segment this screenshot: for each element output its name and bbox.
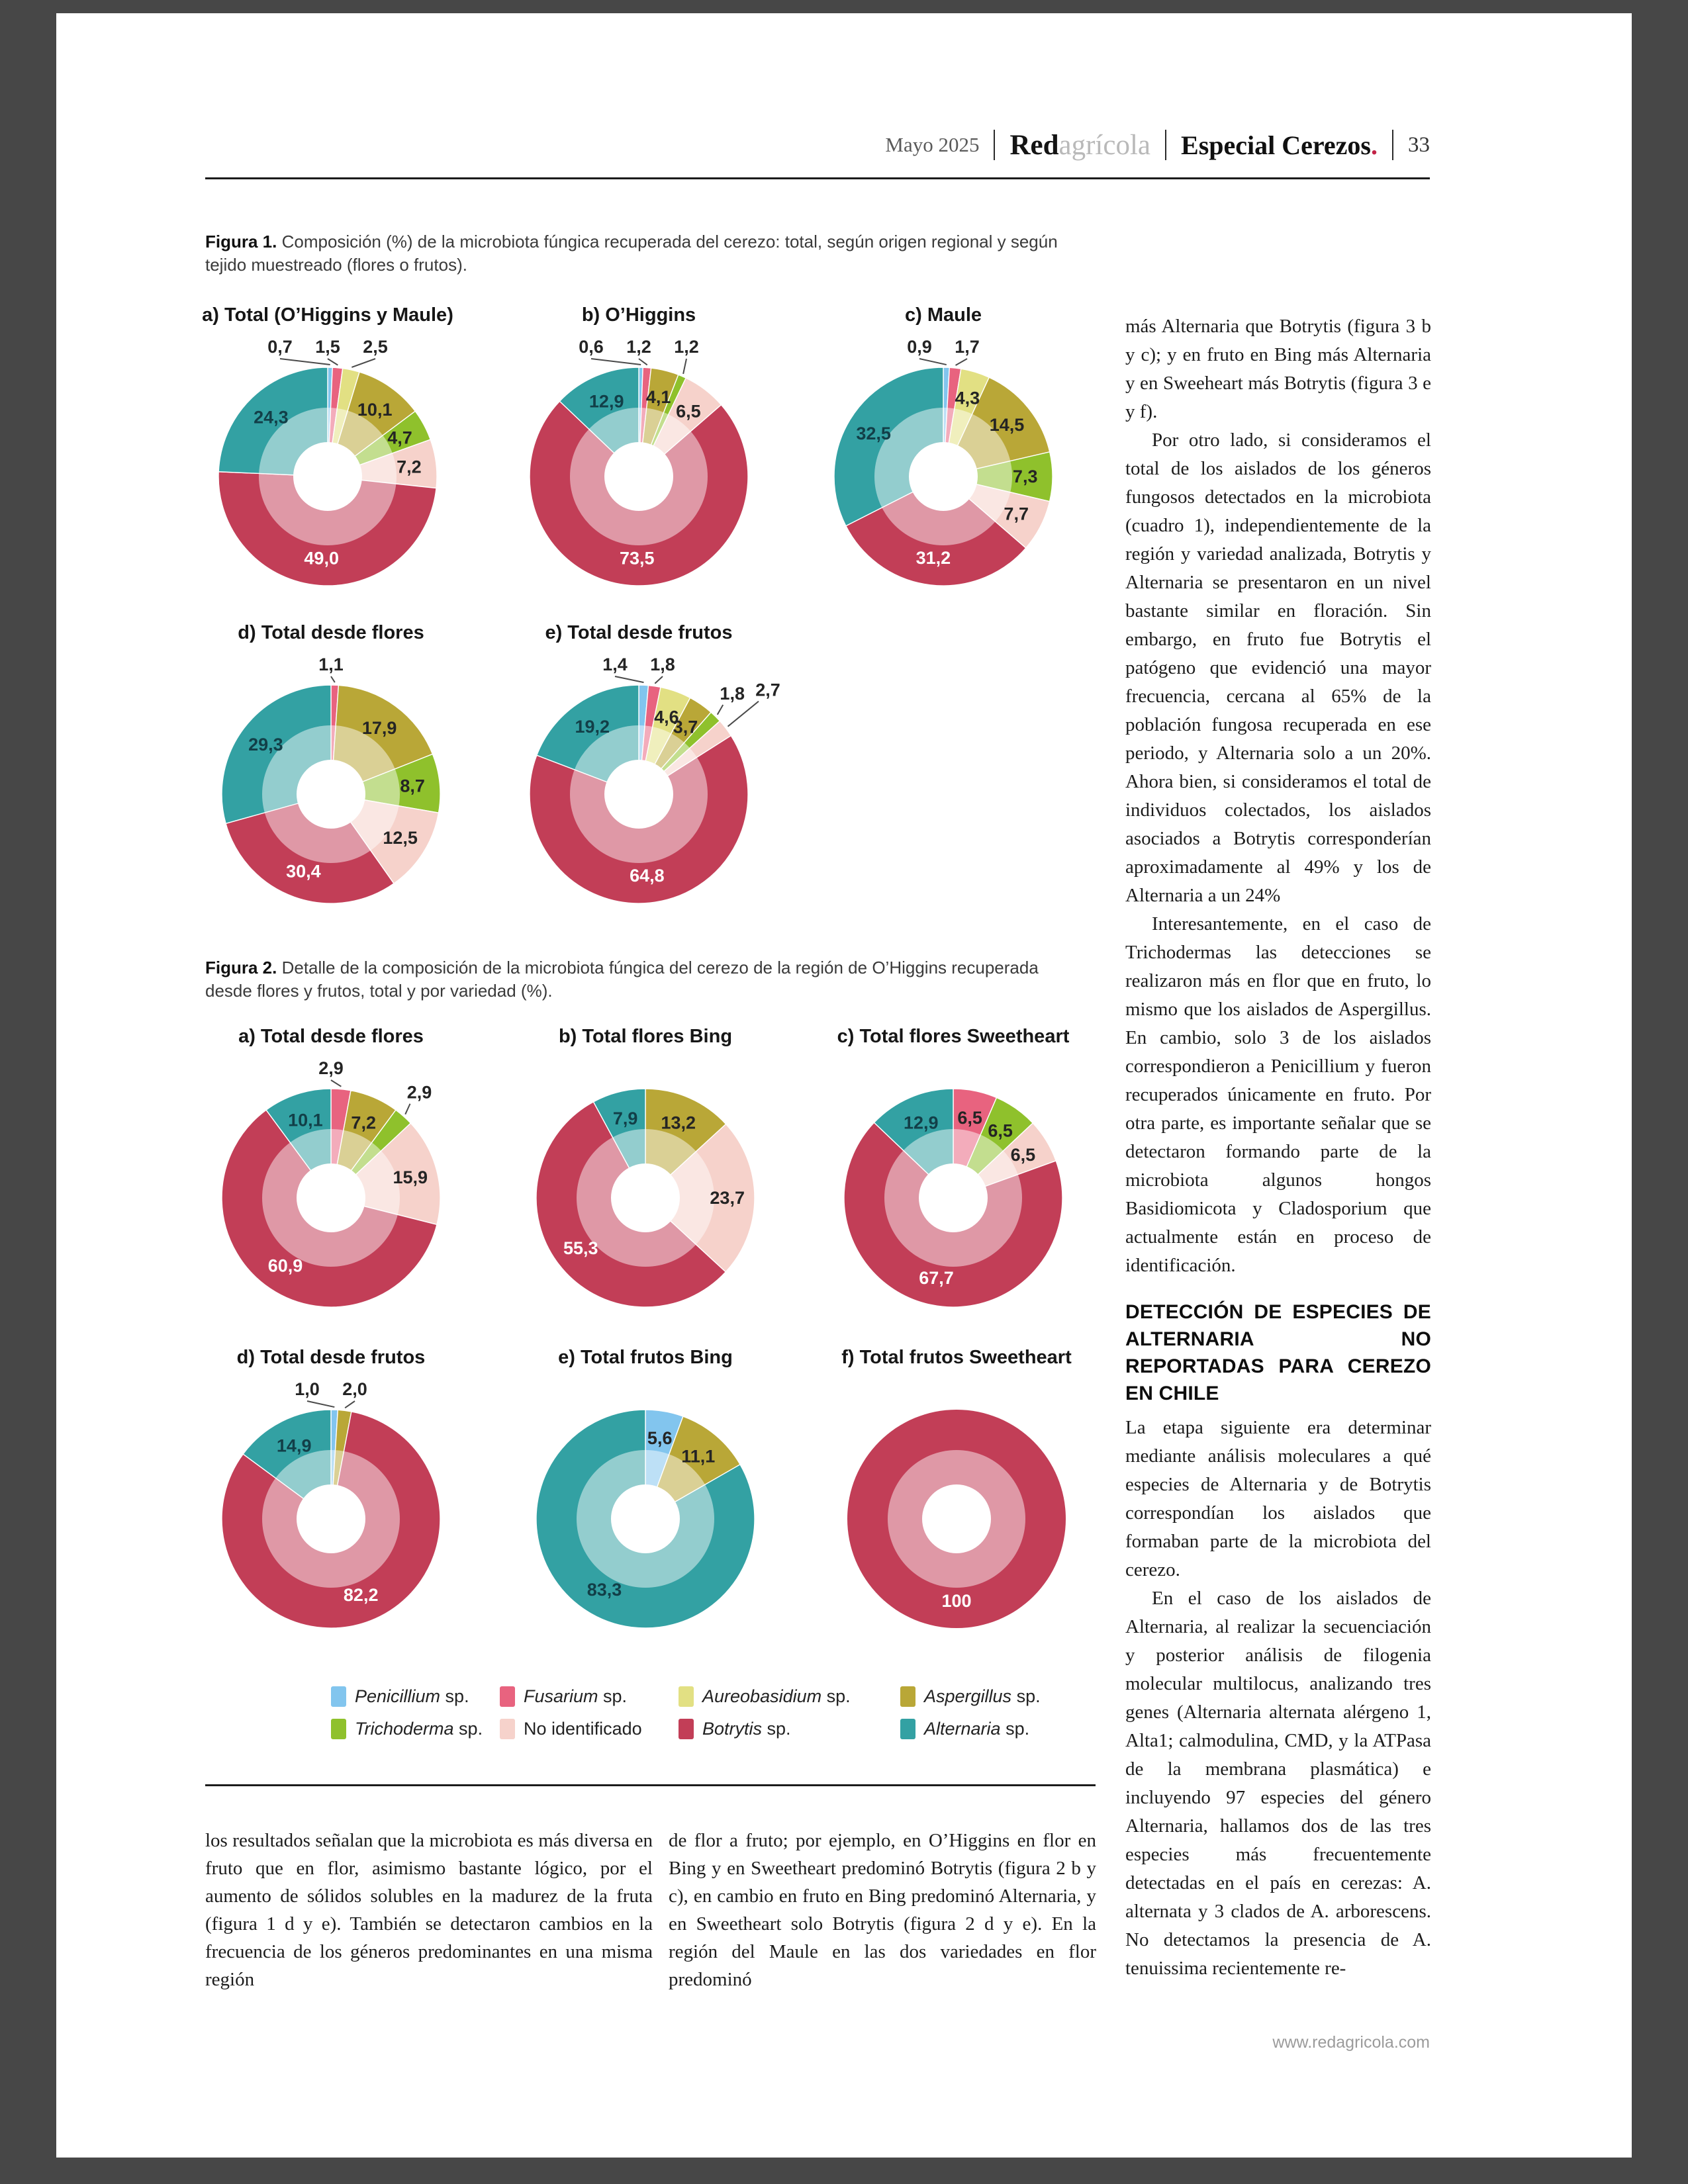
donut-chart-svg	[804, 1375, 1109, 1659]
chart-title: c) Maule	[904, 304, 982, 326]
chart-legend	[331, 1686, 1086, 1739]
label-leader-line	[919, 359, 947, 365]
legend-item-aureobasidium	[679, 1686, 900, 1707]
slice-value-label: 2,0	[342, 1379, 367, 1399]
figure2-chart-f2c	[801, 1026, 1105, 1337]
issue-date: Mayo 2025	[885, 133, 980, 156]
slice-value-label: 23,7	[710, 1188, 745, 1208]
chart-title: c) Total flores Sweetheart	[837, 1026, 1070, 1047]
article-paragraph: Por otro lado, si consideramos el total de los aislados de los géneros fungosos detectados en la microbiota (cuadro 1), independientemente de la región y variedad analizada, Botrytis y Alternaria se presentaron en un nivel bastante similar en floración. Sin embargo, en fruto fue Botrytis el patógeno que evidenció una mayor frecuencia, cercana al 65% de la población fungosa recuperada en ese periodo, y Alternaria solo a un 20%. Ahora bien, si consideramos el total de individuos colectados, los aislados asociados a Botrytis corresponderían aproximadamente al 49% y los de Alternaria a un 24%	[1125, 430, 1431, 906]
slice-value-label: 4,7	[387, 428, 412, 448]
slice-value-label: 12,5	[383, 828, 418, 848]
donut-chart-svg	[487, 650, 791, 934]
legend-swatch-icon	[331, 1686, 346, 1707]
chart-title: d) Total desde frutos	[236, 1347, 426, 1368]
header-rule	[205, 177, 1430, 179]
slice-value-label: 32,5	[856, 424, 891, 444]
donut-chart-svg	[493, 1054, 798, 1338]
legend-item-trichoderma	[331, 1719, 500, 1739]
figure1-caption-label: Figura 1.	[205, 232, 277, 251]
slice-value-label: 1,0	[295, 1379, 320, 1399]
figure1-chart-f1c	[791, 304, 1096, 615]
label-leader-line	[405, 1104, 410, 1115]
chart-title: f) Total frutos Sweetheart	[841, 1347, 1072, 1368]
legend-item-penicillium	[331, 1686, 500, 1707]
section-title	[1181, 130, 1378, 161]
donut-chart-svg	[791, 332, 1096, 617]
slice-value-label: 73,5	[620, 548, 655, 569]
figure1-chart-f1b	[487, 304, 791, 615]
slice-value-label: 1,8	[650, 655, 675, 674]
header-divider	[994, 130, 995, 160]
slice-value-label: 2,9	[406, 1082, 432, 1103]
slice-value-label: 7,2	[351, 1113, 376, 1133]
slice-value-label: 30,4	[286, 861, 321, 882]
slice-value-label: 15,9	[393, 1167, 428, 1187]
donut-chart-svg	[179, 1375, 483, 1659]
slice-value-label: 11,1	[681, 1446, 716, 1467]
donut-hole	[922, 1484, 991, 1553]
legend-swatch-icon	[331, 1719, 346, 1739]
slice-value-label: 24,3	[254, 407, 289, 428]
slice-value-label: 8,7	[400, 776, 425, 796]
legend-swatch-icon	[500, 1719, 515, 1739]
slice-value-label: 1,5	[315, 337, 340, 357]
legend-label: Penicillium sp.	[355, 1686, 469, 1706]
label-leader-line	[345, 1401, 355, 1408]
slice-value-label: 0,6	[579, 337, 604, 357]
slice-value-label: 49,0	[304, 548, 339, 569]
legend-label: No identificado	[524, 1719, 642, 1739]
figure1-caption-text: Composición (%) de la microbiota fúngica recuperada del cerezo: total, según origen regional y según tejido muestreado (flores o frutos).	[205, 232, 1058, 275]
section-dot: .	[1371, 130, 1378, 160]
donut-hole	[611, 1484, 680, 1553]
page-header	[205, 124, 1430, 165]
legend-item-alternaria	[900, 1719, 1086, 1739]
label-leader-line	[615, 676, 643, 682]
slice-value-label: 1,4	[602, 655, 628, 674]
donut-hole	[297, 1484, 365, 1553]
slice-value-label: 14,9	[276, 1435, 312, 1456]
slice-value-label: 64,8	[630, 866, 665, 886]
article-paragraph: La etapa siguiente era determinar mediante análisis moleculares a qué especies de Alternaria y de Botrytis correspondían los aislados que formaban parte de la microbiota del cerezo.	[1125, 1417, 1431, 1580]
legend-swatch-icon	[900, 1719, 915, 1739]
donut-hole	[293, 442, 362, 511]
label-leader-line	[307, 1401, 334, 1407]
label-leader-line	[718, 705, 723, 715]
legend-label: Trichoderma sp.	[355, 1719, 483, 1739]
slice-value-label: 4,3	[955, 388, 980, 408]
figure2-chart-f2b	[493, 1026, 798, 1337]
donut-chart-svg	[493, 1375, 798, 1659]
slice-value-label: 29,3	[248, 735, 283, 755]
article-paragraph: más Alternaria que Botrytis (figura 3 b y c); y en fruto en Bing más Alternaria y en Sweeheart más Botrytis (figura 3 e y f).	[1125, 316, 1431, 422]
slice-value-label: 2,7	[755, 680, 780, 700]
donut-chart-svg	[179, 1054, 483, 1338]
legend-label: Aspergillus sp.	[924, 1686, 1041, 1706]
slice-value-label: 6,5	[988, 1120, 1013, 1141]
slice-value-label: 0,9	[907, 337, 932, 357]
legend-label: Fusarium sp.	[524, 1686, 628, 1706]
bottom-rule	[205, 1784, 1096, 1786]
page-number: 33	[1408, 132, 1430, 157]
bottom-middle-column: de flor a fruto; por ejemplo, en O’Higgins en flor en Bing y en Sweetheart predominó Botrytis (figura 2 b y c), en cambio en fruto en Bing predominó Alternaria, y en Sweetheart solo Botrytis (figura 2 d y e). En la región del Maule en las dos variedades en flor predominó	[669, 1830, 1096, 1990]
slice-value-label: 2,9	[318, 1058, 344, 1078]
donut-chart-svg	[175, 332, 480, 617]
header-divider	[1392, 130, 1393, 160]
slice-value-label: 1,7	[955, 337, 980, 357]
slice-value-label: 4,1	[645, 387, 671, 407]
slice-value-label: 6,5	[676, 401, 701, 422]
donut-hole	[297, 1163, 365, 1232]
donut-hole	[604, 760, 673, 829]
brand-logo	[1009, 129, 1150, 161]
figure2-chart-f2e	[493, 1347, 798, 1658]
slice-value-label: 3,7	[673, 717, 698, 737]
slice-value-label: 83,3	[586, 1580, 622, 1600]
legend-label: Botrytis sp.	[702, 1719, 791, 1739]
legend-item-no-identificado	[500, 1719, 679, 1739]
article-paragraph: Interesantemente, en el caso de Trichodermas las detecciones se realizaron más en flor que en fruto, lo mismo que los aislados de Aspergillus. En cambio, solo 3 de los aislados correspondieron a Penicillium y fueron recuperados únicamente en fruto. Por otra parte, es importante señalar que se detectaron formando parte de la microbiota algunos hongos Basidiomicota y Cladosporium que actualmente están en proceso de identificación.	[1125, 913, 1431, 1276]
slice-value-label: 82,2	[343, 1585, 379, 1606]
slice-value-label: 7,3	[1012, 467, 1038, 487]
slice-value-label: 6,5	[1010, 1145, 1036, 1165]
slice-value-label: 14,5	[989, 414, 1025, 435]
slice-value-label: 12,9	[588, 391, 624, 412]
slice-value-label: 12,9	[904, 1113, 939, 1133]
figure2-caption-text: Detalle de la composición de la microbiota fúngica del cerezo de la región de O’Higgins recuperada desde flores y frutos, total y por variedad (%).	[205, 958, 1039, 1001]
slice-value-label: 1,2	[626, 337, 651, 357]
page	[56, 13, 1632, 2158]
article-subheading: DETECCIÓN DE ESPECIES DE ALTERNARIA NO REPORTADAS PARA CEREZO EN CHILE	[1125, 1301, 1431, 1404]
brand-bold: Red	[1009, 129, 1059, 161]
label-leader-line	[331, 1080, 341, 1087]
slice-value-label: 60,9	[267, 1255, 303, 1276]
footer-url: www.redagricola.com	[1272, 2033, 1430, 2052]
chart-title: a) Total (O’Higgins y Maule)	[202, 304, 453, 326]
slice-value-label: 10,1	[288, 1110, 323, 1130]
label-leader-line	[655, 676, 663, 684]
legend-swatch-icon	[900, 1686, 915, 1707]
legend-item-aspergillus	[900, 1686, 1086, 1707]
legend-swatch-icon	[679, 1719, 694, 1739]
legend-label: Aureobasidium sp.	[702, 1686, 851, 1706]
header-divider	[1165, 130, 1166, 160]
figure1-chart-f1a	[175, 304, 480, 615]
slice-value-label: 1,1	[318, 655, 344, 674]
chart-title: e) Total desde frutos	[545, 622, 733, 643]
donut-chart-svg	[179, 650, 483, 934]
chart-title: e) Total frutos Bing	[558, 1347, 733, 1368]
figure1-chart-f1d	[179, 622, 483, 933]
slice-value-label: 7,2	[397, 457, 422, 477]
figure2-chart-f2a	[179, 1026, 483, 1337]
legend-item-botrytis	[679, 1719, 900, 1739]
right-text-column	[1125, 312, 1431, 1983]
label-leader-line	[352, 359, 375, 367]
figure1-caption	[205, 230, 1066, 277]
bottom-left-column: los resultados señalan que la microbiota es más diversa en fruto que en flor, asimismo bastante lógico, por el aumento de sólidos solubles en la madurez de la fruta (figura 1 d y e). También se detectaron cambios en la frecuencia de los géneros predominantes en una misma región	[205, 1830, 653, 1990]
legend-item-fusarium	[500, 1686, 679, 1707]
slice-value-label: 2,5	[363, 337, 388, 357]
figure2-chart-f2d	[179, 1347, 483, 1658]
article-paragraph: En el caso de los aislados de Alternaria, al realizar la secuenciación y posterior análisis de filogenia molecular multilocus, analizando tres genes (Alternaria alternata alérgeno 1, Alta1; calmodulina, CMD, y la ATPasa de la membrana plasmática) e incluyendo 97 especies del género Alternaria, hallamos dos de las tres especies más frecuentemente detectadas en el país en cerezas: A. alternata y 3 clados de A. arborescens. No detectamos la presencia de A. tenuissima recientemente re-	[1125, 1588, 1431, 1979]
slice-value-label: 4,6	[654, 707, 679, 727]
slice-value-label: 67,7	[919, 1268, 954, 1289]
figure2-chart-f2f	[804, 1347, 1109, 1658]
figure1-chart-f1e	[487, 622, 791, 933]
chart-title: b) Total flores Bing	[558, 1026, 733, 1047]
donut-hole	[297, 760, 365, 829]
slice-value-label: 10,1	[357, 399, 393, 420]
chart-title: d) Total desde flores	[238, 622, 424, 643]
slice-value-label: 55,3	[563, 1238, 598, 1258]
donut-hole	[604, 442, 673, 511]
legend-label: Alternaria sp.	[924, 1719, 1030, 1739]
slice-value-label: 6,5	[957, 1107, 982, 1128]
chart-title: b) O’Higgins	[581, 304, 696, 326]
chart-title: a) Total desde flores	[238, 1026, 424, 1047]
figure2-caption	[205, 956, 1066, 1003]
brand-light: agrícola	[1058, 129, 1151, 161]
slice-value-label: 5,6	[647, 1428, 673, 1449]
label-leader-line	[683, 359, 686, 374]
donut-chart-svg	[801, 1054, 1105, 1338]
slice-value-label: 1,8	[720, 684, 745, 704]
label-leader-line	[956, 359, 967, 365]
slice-value-label: 19,2	[575, 717, 610, 737]
donut-hole	[919, 1163, 988, 1232]
label-leader-line	[728, 702, 759, 727]
donut-hole	[909, 442, 978, 511]
label-leader-line	[280, 359, 330, 365]
slice-value-label: 0,7	[267, 337, 293, 357]
legend-swatch-icon	[500, 1686, 515, 1707]
slice-value-label: 100	[941, 1590, 972, 1611]
slice-value-label: 13,2	[661, 1113, 696, 1133]
label-leader-line	[591, 359, 641, 365]
donut-hole	[611, 1163, 680, 1232]
legend-swatch-icon	[679, 1686, 694, 1707]
label-leader-line	[331, 676, 335, 682]
slice-value-label: 7,9	[612, 1109, 638, 1128]
slice-value-label: 17,9	[361, 718, 397, 739]
donut-chart-svg	[487, 332, 791, 617]
slice-value-label: 7,7	[1004, 504, 1029, 524]
slice-value-label: 1,2	[674, 337, 699, 357]
section-text: Especial Cerezos	[1181, 130, 1371, 160]
figure2-caption-label: Figura 2.	[205, 958, 277, 978]
slice-value-label: 31,2	[915, 547, 951, 568]
